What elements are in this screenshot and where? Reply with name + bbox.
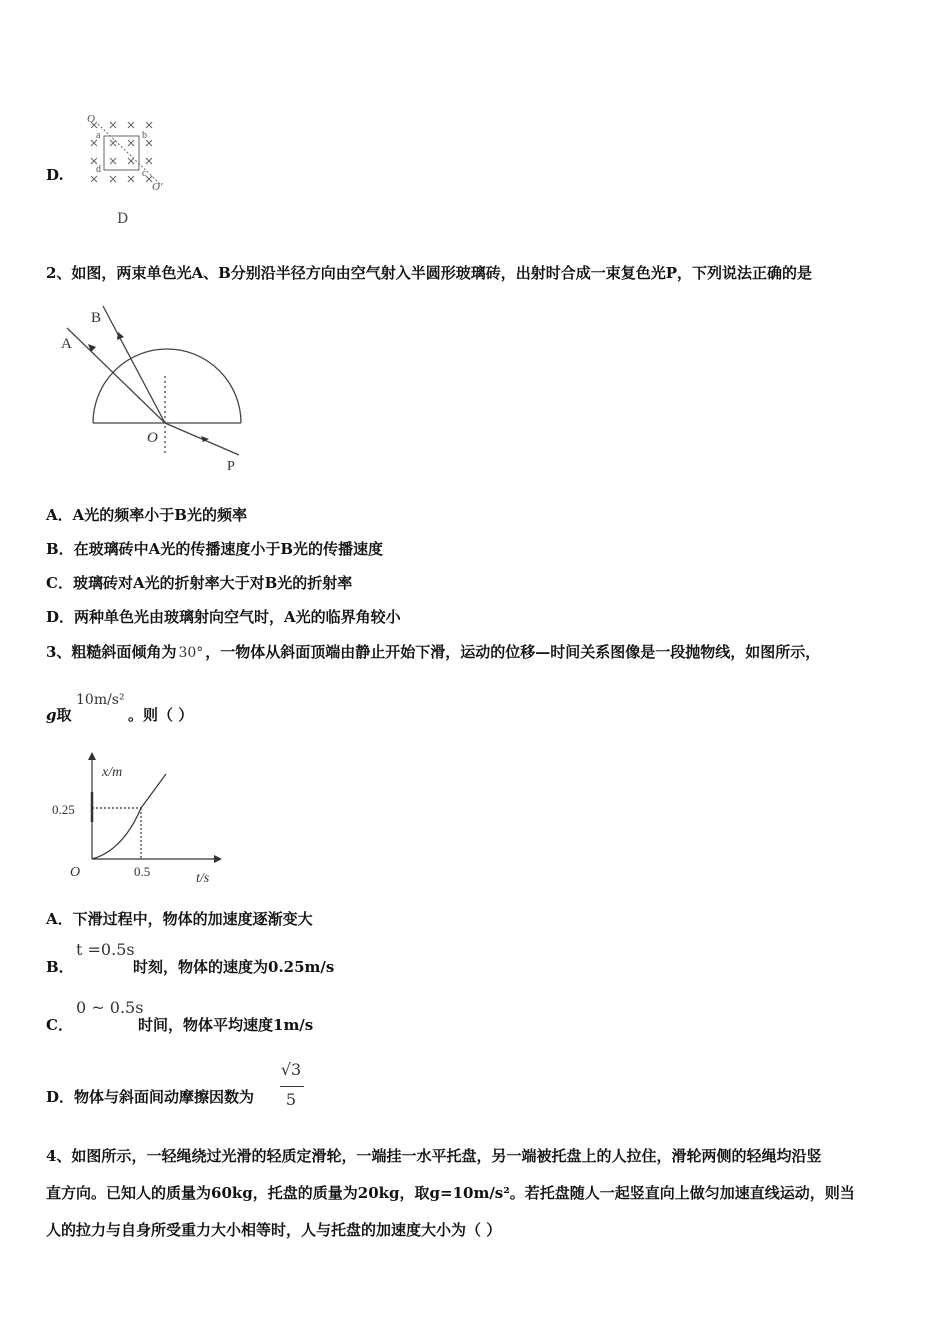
- label-o-top: O: [87, 113, 95, 125]
- q2-option-b[interactable]: B．在玻璃砖中A光的传播速度小于B光的传播速度: [46, 540, 383, 558]
- ray-b: [103, 306, 165, 423]
- t-axis-arrow-icon: [214, 855, 222, 863]
- fraction-bar: [280, 1086, 304, 1087]
- q3-stem-end: 。则（ ）: [128, 706, 194, 724]
- origin-label: O: [70, 865, 81, 880]
- q3-option-b-label[interactable]: B．: [46, 958, 74, 976]
- t-axis-label: t/s: [196, 871, 210, 886]
- q3-option-d-text[interactable]: D．物体与斜面间动摩擦因数为: [46, 1088, 255, 1106]
- q4-stem-line1: 4、如图所示，一轻绳绕过光滑的轻质定滑轮，一端挂一水平托盘，另一端被托盘上的人拉住，滑轮两侧的轻绳均沿竖: [46, 1147, 822, 1165]
- semicircle-arc: [93, 349, 241, 423]
- x-axis-arrow-icon: [88, 752, 96, 760]
- q1-figure-caption: D: [117, 211, 129, 227]
- q3-option-c-label[interactable]: C．: [46, 1016, 73, 1034]
- label-b: B: [91, 310, 102, 326]
- q3-option-b-math: t =0.5s: [76, 940, 135, 959]
- q2-glass-semicircle-figure: [55, 298, 255, 478]
- q2-option-a[interactable]: A．A光的频率小于B光的频率: [46, 506, 247, 524]
- q3-stem-part2: ，一物体从斜面顶端由静止开始下滑，运动的位移—时间关系图像是一段抛物线，如图所示，: [205, 643, 821, 661]
- y-axis-label: x/m: [102, 765, 123, 780]
- label-c: c: [142, 168, 147, 179]
- label-o: O: [147, 430, 158, 446]
- coil-square: [104, 136, 139, 170]
- label-p: P: [227, 459, 235, 474]
- q3-option-d-numerator: √3: [280, 1060, 302, 1079]
- label-d: d: [96, 164, 101, 175]
- q1-option-d-label: D.: [46, 166, 64, 184]
- q4-stem-line2: 直方向。已知人的质量为60kg，托盘的质量为20kg，取g=10m/s²。若托盘随人一起竖直向上做匀加速直线运动，则当: [46, 1184, 855, 1202]
- q3-option-c-text: 时间，物体平均速度1m/s: [138, 1016, 314, 1034]
- q3-option-a[interactable]: A．下滑过程中，物体的加速度逐渐变大: [46, 910, 313, 928]
- q2-stem: 2、如图，两束单色光A、B分别沿半径方向由空气射入半圆形玻璃砖，出射时合成一束复色光P，下列说法正确的是: [46, 264, 813, 282]
- arrow-a-icon: [88, 344, 96, 352]
- axis-dashed-line: [98, 124, 160, 184]
- q3-stem-line2: [46, 704, 72, 725]
- q3-take: 取: [56, 706, 72, 724]
- q3-option-d-denominator: 5: [285, 1090, 297, 1109]
- q2-option-d[interactable]: D．两种单色光由玻璃射向空气时，A光的临界角较小: [46, 608, 401, 626]
- q3-stem-line1: [46, 641, 820, 662]
- q3-angle: 30°: [178, 645, 204, 661]
- q4-stem-line3: 人的拉力与自身所受重力大小相等时，人与托盘的加速度大小为（ ）: [46, 1221, 502, 1239]
- label-a: a: [96, 130, 101, 141]
- q3-g-label: g: [46, 706, 57, 724]
- parabola-curve: [92, 774, 166, 859]
- q3-g-value: 10m/s²: [76, 692, 125, 708]
- label-o-bottom: O': [152, 181, 163, 193]
- x-tick-label: 0.5: [134, 864, 151, 879]
- q3-xt-graph: [48, 752, 228, 892]
- ray-a: [67, 328, 165, 423]
- label-b: b: [142, 130, 147, 141]
- q3-stem-part1: 3、粗糙斜面倾角为: [46, 643, 177, 661]
- q1-magnetic-field-figure: [84, 110, 174, 195]
- q2-option-c[interactable]: C．玻璃砖对A光的折射率大于对B光的折射率: [46, 574, 353, 592]
- q3-option-b-text: 时刻，物体的速度为0.25m/s: [133, 958, 335, 976]
- q3-option-c-math: 0 ~ 0.5s: [76, 998, 144, 1017]
- label-a: A: [61, 336, 72, 352]
- y-tick-label: 0.25: [52, 802, 75, 817]
